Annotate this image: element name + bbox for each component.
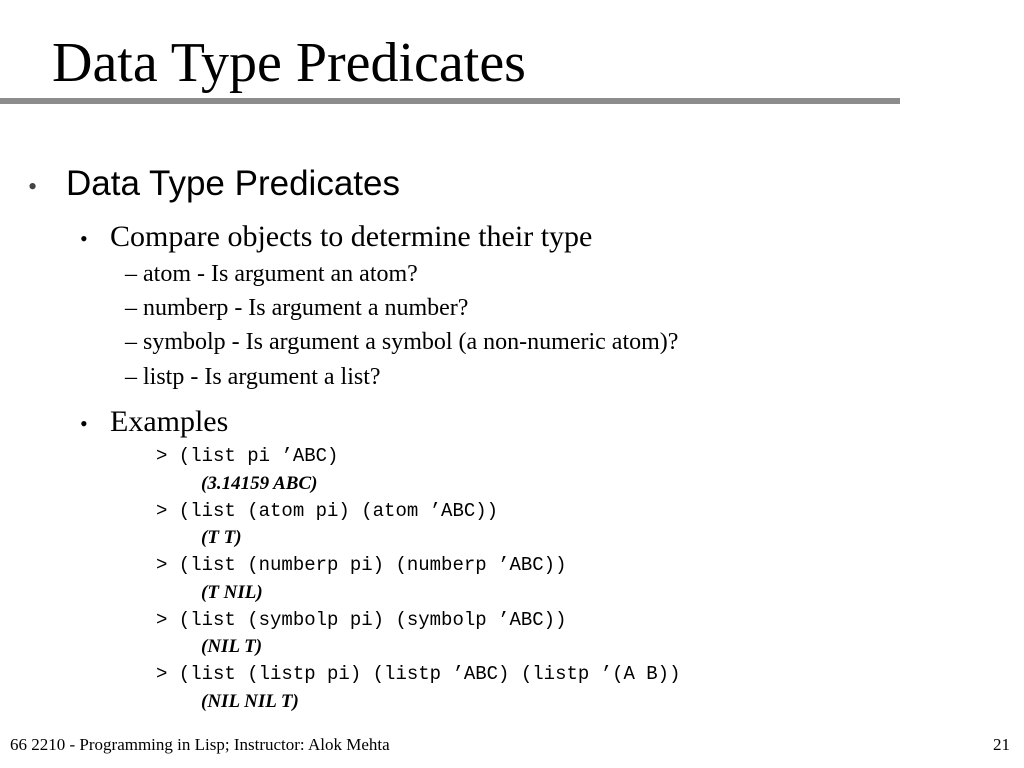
bullet-data-type-predicates bbox=[28, 162, 400, 209]
sub-bullet-numberp bbox=[125, 293, 468, 323]
bullet-text: Data Type Predicates bbox=[66, 164, 400, 203]
footer-course-info: 66 2210 - Programming in Lisp; Instructor: Alok Mehta bbox=[10, 735, 390, 754]
sub-bullet-text: numberp - Is argument a number? bbox=[143, 295, 469, 321]
code-result-line: (T NIL) bbox=[201, 582, 263, 603]
sub-bullet-text: atom - Is argument an atom? bbox=[143, 261, 418, 287]
dash-icon: – bbox=[125, 364, 137, 390]
page-number: 21 bbox=[993, 735, 1010, 754]
sub-bullet-text: listp - Is argument a list? bbox=[143, 364, 381, 390]
code-input-line: > (list pi ’ABC) bbox=[156, 445, 339, 467]
bullet-text: Examples bbox=[110, 405, 229, 438]
bullet-examples bbox=[80, 403, 228, 443]
sub-bullet-text: symbolp - Is argument a symbol (a non-numeric atom)? bbox=[143, 329, 679, 355]
sub-bullet-symbolp bbox=[125, 327, 678, 357]
code-input-line: > (list (numberp pi) (numberp ’ABC)) bbox=[156, 554, 567, 576]
dash-icon: – bbox=[125, 295, 137, 321]
title-underline bbox=[0, 98, 900, 104]
sub-bullet-listp bbox=[125, 362, 381, 392]
code-input-line: > (list (symbolp pi) (symbolp ’ABC)) bbox=[156, 609, 567, 631]
bullet-compare-objects bbox=[80, 218, 592, 258]
code-result-line: (T T) bbox=[201, 527, 242, 548]
code-result-line: (NIL NIL T) bbox=[201, 691, 299, 712]
slide-title: Data Type Predicates bbox=[52, 32, 526, 94]
code-input-line: > (list (atom pi) (atom ’ABC)) bbox=[156, 500, 499, 522]
code-result-line: (3.14159 ABC) bbox=[201, 473, 318, 494]
bullet-dot-icon: • bbox=[80, 411, 88, 436]
code-result-line: (NIL T) bbox=[201, 636, 263, 657]
bullet-dot-icon: • bbox=[80, 226, 88, 251]
dash-icon: – bbox=[125, 329, 137, 355]
code-input-line: > (list (listp pi) (listp ’ABC) (listp ’(A B)) bbox=[156, 663, 681, 685]
dash-icon: – bbox=[125, 261, 137, 287]
sub-bullet-atom bbox=[125, 259, 418, 289]
bullet-text: Compare objects to determine their type bbox=[110, 220, 593, 253]
bullet-dot-icon: • bbox=[28, 172, 38, 201]
